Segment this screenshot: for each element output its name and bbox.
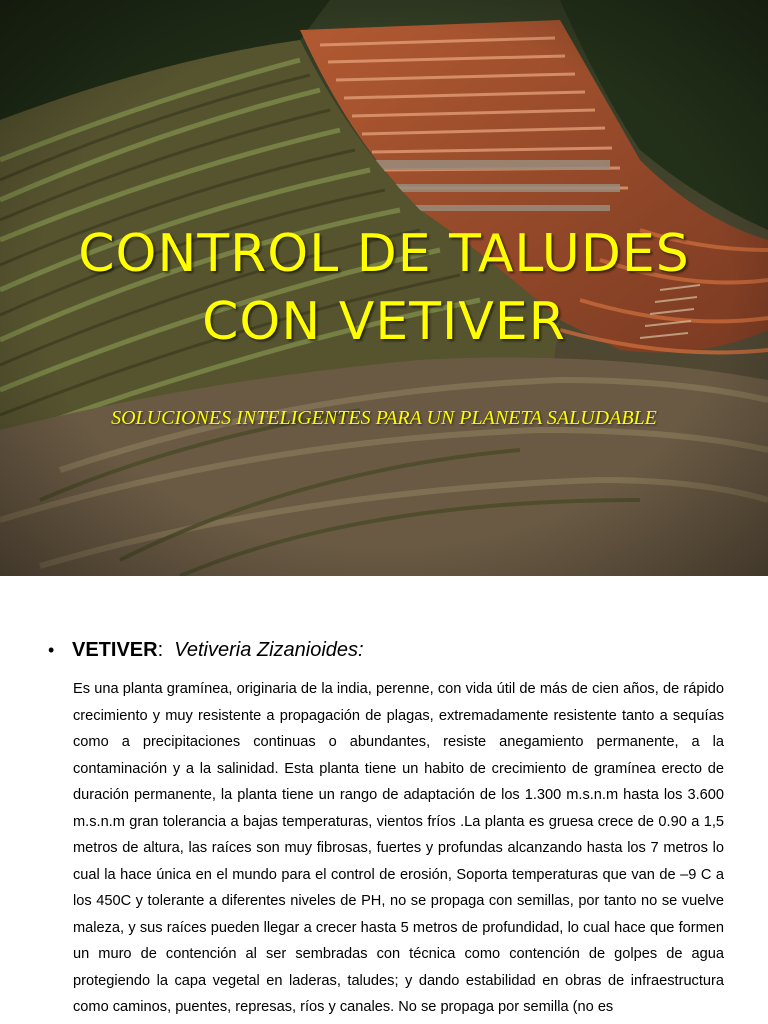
bullet-term: VETIVER (72, 639, 158, 661)
slide-subtitle: SOLUCIONES INTELIGENTES PARA UN PLANETA SALUDABLE (111, 407, 657, 429)
slide-title-line-2: CON VETIVER (202, 292, 566, 352)
species-name: Vetiveria Zizanioides: (174, 639, 364, 661)
description-paragraph: Es una planta gramínea, originaria de la india, perenne, con vida útil de más de cien años, de rápido crecimiento y muy resistente a propagación de plagas, extremadamente resistente tanto a sequías como a precipitaciones continuas o abundantes, resiste anegamiento permanente, a la contaminación y a la salinidad. Esta planta tiene un habito de crecimiento de gramínea erecto de duración permanente, la planta tiene un rango de adaptación de los 1.300 m.s.n.m hasta los 3.600 m.s.n.m gran tolerancia a bajas temperaturas, vientos fríos .La planta es gruesa crece de 0.90 a 1,5 metros de altura, las raíces son muy fibrosas, fuertes y profundas alcanzando hasta los 7 metros lo cual la hace única en el mundo para el control de erosión, Soporta temperaturas que van de –9 C a los 450C y tolerante a diferentes niveles de PH, no se propaga con semillas, por tanto no se vuelve maleza, y sus raíces pueden llegar a crecer hasta 5 metros de profundidad, lo cual hace que formen un muro de contención al ser sembradas con técnica como contención de golpes de agua protegiendo la capa vegetal en laderas, taludes; y dando estabilidad en obras de infraestructura como caminos, puentes, represas, ríos y canales. No se propaga por semilla (no es (73, 681, 724, 1015)
slide-title (0, 220, 768, 356)
vetiver-bullet (48, 638, 364, 662)
bullet-icon: • (48, 640, 55, 660)
bullet-separator: : (157, 639, 164, 661)
slide-title-line-1: CONTROL DE TALUDES (78, 224, 690, 284)
